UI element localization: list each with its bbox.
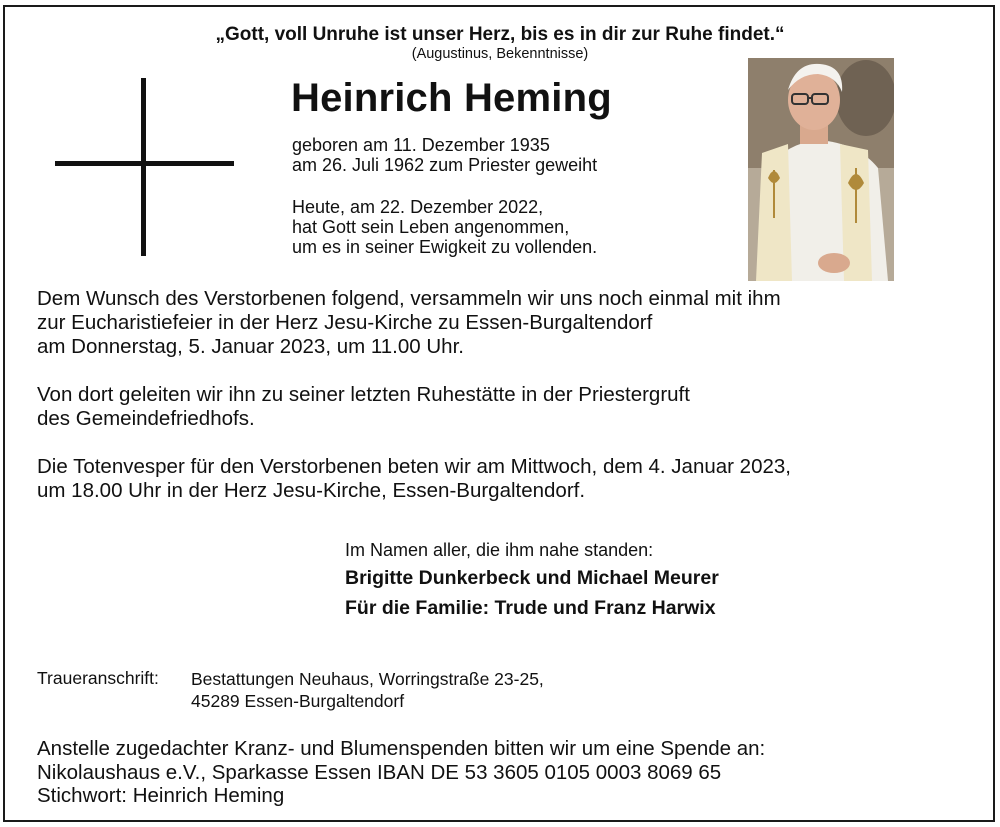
announcement-paragraph [37, 383, 690, 431]
signature-name: Für die Familie: Trude und Franz Harwix [345, 597, 716, 619]
quote-text: „Gott, voll Unruhe ist unser Herz, bis es in dir zur Ruhe findet.“ [215, 24, 785, 45]
address-line: 45289 Essen-Burgaltendorf [191, 691, 405, 711]
bio-block [292, 135, 597, 175]
announcement-line: am Donnerstag, 5. Januar 2023, um 11.00 Uhr. [37, 335, 464, 358]
donation-line: Anstelle zugedachter Kranz- und Blumenspenden bitten wir um eine Spende an: [37, 737, 766, 760]
signature-name: Brigitte Dunkerbeck und Michael Meurer [345, 567, 719, 589]
address-label: Traueranschrift: [37, 668, 159, 688]
portrait-photo [748, 58, 894, 281]
quote-source: (Augustinus, Bekenntnisse) [411, 46, 589, 62]
announcement-paragraph [37, 455, 791, 503]
death-block [292, 197, 597, 257]
death-line: um es in seiner Ewigkeit zu vollenden. [292, 237, 598, 257]
deceased-name: Heinrich Heming [291, 76, 612, 120]
death-line: hat Gott sein Leben angenommen, [292, 217, 570, 237]
address-line: Bestattungen Neuhaus, Worringstraße 23-25, [191, 669, 544, 689]
announcement-line: zur Eucharistiefeier in der Herz Jesu-Kirche zu Essen-Burgaltendorf [37, 311, 653, 334]
bio-line: geboren am 11. Dezember 1935 [292, 135, 550, 155]
donation-line: Stichwort: Heinrich Heming [37, 784, 285, 807]
donation-line: Nikolaushaus e.V., Sparkasse Essen IBAN DE 53 3605 0105 0003 8069 65 [37, 760, 722, 784]
address-block [191, 668, 544, 712]
announcement-line: Die Totenvesper für den Verstorbenen beten wir am Mittwoch, dem 4. Januar 2023, [37, 455, 791, 478]
donation-block [37, 737, 765, 808]
announcement-line: um 18.00 Uhr in der Herz Jesu-Kirche, Essen-Burgaltendorf. [37, 479, 586, 502]
announcement-line: Dem Wunsch des Verstorbenen folgend, versammeln wir uns noch einmal mit ihm [37, 287, 781, 310]
announcement-paragraph [37, 287, 781, 359]
bio-line: am 26. Juli 1962 zum Priester geweiht [292, 155, 598, 175]
signature-intro: Im Namen aller, die ihm nahe standen: [345, 540, 654, 560]
announcement-line: Von dort geleiten wir ihn zu seiner letzten Ruhestätte in der Priestergruft [37, 383, 690, 406]
announcement-line: des Gemeindefriedhofs. [37, 407, 255, 430]
death-line: Heute, am 22. Dezember 2022, [292, 197, 544, 217]
